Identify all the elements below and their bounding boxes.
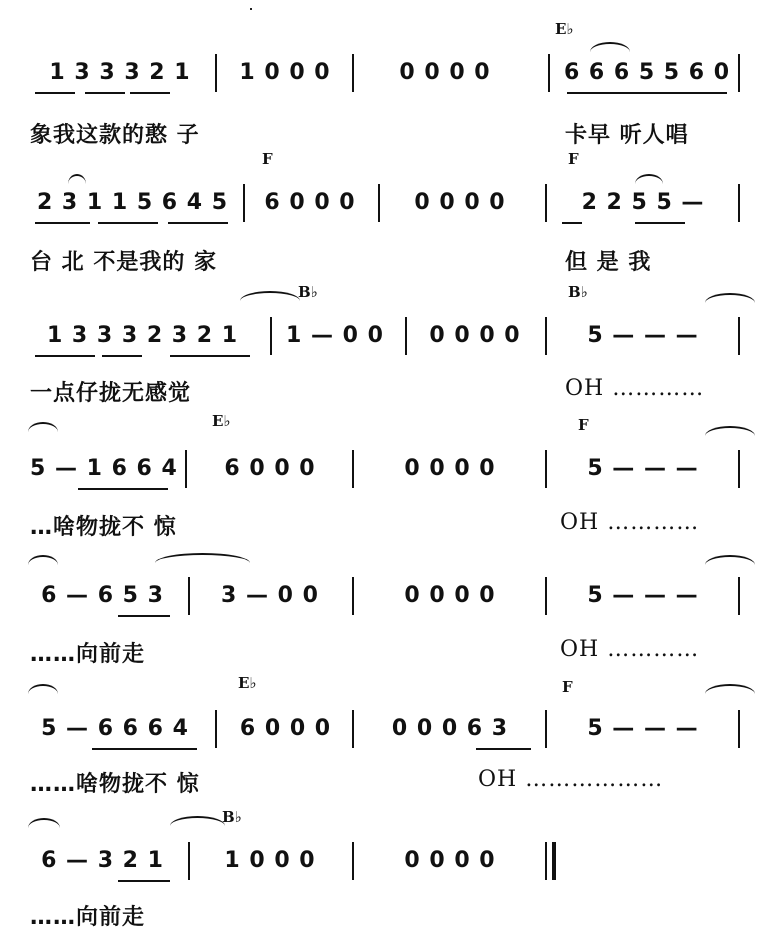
lyric-line: ……向前走 <box>30 642 146 667</box>
measure-2: 3 — 0 0 <box>221 582 319 608</box>
barline <box>352 710 354 748</box>
notes-row <box>0 840 777 880</box>
tie-mark <box>705 426 755 436</box>
measure-4: 5 — — — <box>587 455 699 481</box>
barline <box>545 710 547 748</box>
beam-line <box>78 488 168 490</box>
measure-3: 0 0 0 0 <box>414 189 506 215</box>
measure-1: 5 — 1 6 6 4 <box>30 455 178 481</box>
lyric-line: 卡早 听人唱 <box>565 123 689 148</box>
notes-row <box>0 575 777 615</box>
lyric-line: …啥物拢不 惊 <box>30 515 177 540</box>
lyric-line: 但 是 我 <box>565 250 652 275</box>
barline <box>215 710 217 748</box>
notes-row <box>0 52 777 92</box>
beam-line <box>168 222 228 224</box>
notes-row <box>0 448 777 488</box>
beam-line <box>35 92 75 94</box>
lyric-line: 一点仔拢无感觉 <box>30 381 192 406</box>
chord-symbol: F <box>562 678 573 696</box>
beam-line <box>35 222 90 224</box>
measure-1: 1 3 3 3 2 3 2 1 <box>46 322 239 348</box>
measure-2: 1 — 0 0 <box>286 322 384 348</box>
measure-4: 5 — — — <box>587 322 699 348</box>
measure-1: 6 — 6 5 3 <box>41 582 164 608</box>
lyric-line: 台 北 不是我的 家 <box>30 250 217 275</box>
beam-line <box>476 748 531 750</box>
tie-mark <box>705 293 755 303</box>
lyric-line: OH ………… <box>560 510 700 535</box>
barline <box>352 450 354 488</box>
barline <box>545 317 547 355</box>
barline <box>405 317 407 355</box>
lyric-line: OH ………… <box>560 637 700 662</box>
barline <box>545 450 547 488</box>
beam-line <box>118 880 170 882</box>
chord-symbol: B♭ <box>222 808 242 826</box>
beam-line <box>35 355 95 357</box>
beam-line <box>118 615 170 617</box>
beam-line <box>567 92 727 94</box>
measure-2: 1 0 0 0 <box>224 847 316 873</box>
chord-symbol: B♭ <box>298 283 318 301</box>
measure-4: 5 — — — <box>587 582 699 608</box>
beam-line <box>635 222 685 224</box>
measure-2: 6 0 0 0 <box>264 189 356 215</box>
chord-symbol: F <box>578 416 589 434</box>
barline <box>738 184 740 222</box>
tie-mark <box>705 555 755 565</box>
barline <box>738 54 740 92</box>
measure-4: 2 2 5 5 — <box>581 189 705 215</box>
barline <box>215 54 217 92</box>
stray-mark <box>250 8 252 10</box>
measure-3: 0 0 0 0 <box>404 582 496 608</box>
tie-mark <box>705 684 755 694</box>
beam-line <box>130 92 170 94</box>
measure-3: 0 0 0 0 <box>429 322 521 348</box>
chord-symbol: E♭ <box>212 412 231 430</box>
beam-line <box>98 222 158 224</box>
barline <box>738 710 740 748</box>
barline <box>738 317 740 355</box>
beam-line <box>562 222 582 224</box>
tie-mark <box>590 42 630 52</box>
lyric-line: ……向前走 <box>30 905 146 930</box>
tie-mark <box>28 684 58 694</box>
chord-symbol: F <box>262 150 273 168</box>
barline <box>548 54 550 92</box>
measure-2: 6 0 0 0 <box>239 715 332 741</box>
lyric-line: ……啥物拢不 惊 <box>30 772 200 797</box>
lyric-line: OH ……………… <box>478 767 664 792</box>
barline <box>352 54 354 92</box>
measure-3: 0 0 0 0 <box>404 847 496 873</box>
barline <box>378 184 380 222</box>
notes-row <box>0 708 777 748</box>
measure-3: 0 0 0 0 <box>399 59 491 85</box>
lyric-line: 象我这款的憨 子 <box>30 123 200 148</box>
measure-3: 0 0 0 6 3 <box>391 715 509 741</box>
measure-1: 6 — 3 2 1 <box>41 847 164 873</box>
barline <box>352 577 354 615</box>
lyric-line: OH ………… <box>565 376 705 401</box>
barline <box>188 842 190 880</box>
final-barline <box>552 842 556 880</box>
chord-symbol: E♭ <box>238 674 257 692</box>
barline <box>545 184 547 222</box>
measure-2: 1 0 0 0 <box>239 59 331 85</box>
measure-2: 6 0 0 0 <box>224 455 316 481</box>
beam-line <box>102 355 142 357</box>
beam-line <box>170 355 250 357</box>
measure-4: 6 6 6 5 5 6 0 <box>563 59 731 85</box>
barline <box>545 577 547 615</box>
tie-mark <box>28 422 58 432</box>
measure-1: 1 3 3 3 2 1 <box>49 59 191 85</box>
chord-symbol: B♭ <box>568 283 588 301</box>
barline <box>738 577 740 615</box>
tie-mark <box>170 816 225 826</box>
tie-mark <box>155 553 250 563</box>
notes-row <box>0 315 777 355</box>
barline <box>243 184 245 222</box>
notes-row <box>0 182 777 222</box>
tie-mark <box>28 818 60 828</box>
barline <box>545 842 547 880</box>
tie-mark <box>240 291 300 301</box>
measure-1: 5 — 6 6 6 4 <box>41 715 189 741</box>
barline <box>188 577 190 615</box>
measure-3: 0 0 0 0 <box>404 455 496 481</box>
chord-symbol: E♭ <box>555 20 574 38</box>
barline <box>738 450 740 488</box>
barline <box>270 317 272 355</box>
barline <box>185 450 187 488</box>
tie-mark <box>28 555 58 565</box>
chord-symbol: F <box>568 150 579 168</box>
measure-4: 5 — — — <box>587 715 699 741</box>
measure-1: 2 3 1 1 5 6 4 5 <box>36 189 229 215</box>
beam-line <box>92 748 197 750</box>
barline <box>352 842 354 880</box>
beam-line <box>85 92 125 94</box>
